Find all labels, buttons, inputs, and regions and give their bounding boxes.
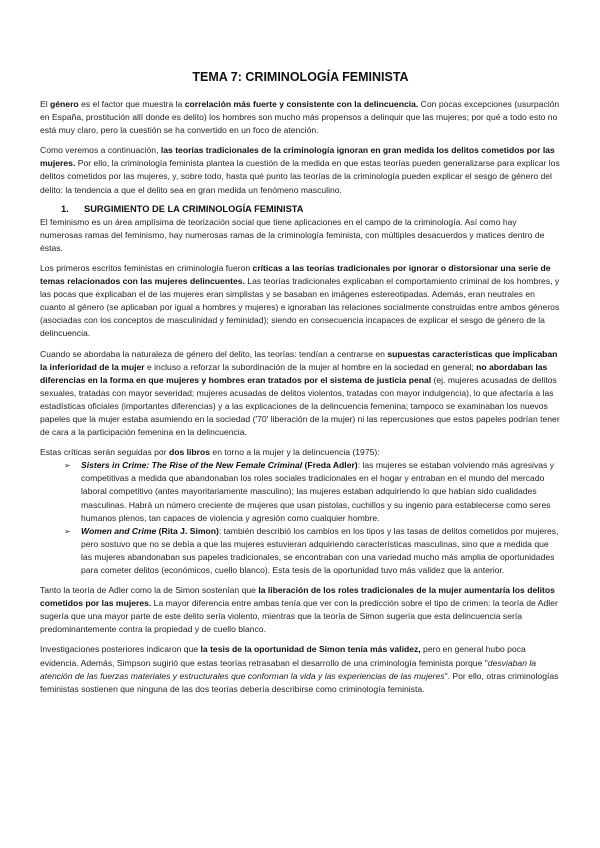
section-heading-surgimiento <box>61 204 561 214</box>
text-run: Investigaciones posteriores indicaron que <box>40 644 201 655</box>
paragraph-first-writings <box>40 262 561 341</box>
text-run: Las teorías tradicionales explicaban el comportamiento criminal de los hombres, y las pocas que explicaban el de las mujeres eran simplistas y se basaban en imágenes estereotipadas. Además, eran neutrales en cuanto al género (se aplicaban por igual a hombres y mujeres) e ignoraban las relaciones socialmente construidas entre ambos géneros (asociadas con los conceptos de masculinidad y feminidad); siendo en consecuencia incapaces de explicar el sesgo de género de la delincuencia. <box>40 276 560 339</box>
list-item-adler <box>40 459 561 524</box>
text-run: es el factor que muestra la <box>78 99 185 109</box>
bold-run: la liberación de los roles tradicionales de la mujer aumentaría los delitos cometidos por las mujeres. <box>40 585 555 609</box>
list-item-text <box>81 526 558 575</box>
bold-run: (Rita J. Simon) <box>156 525 219 536</box>
bold-run: supuestas características que implicaban la inferioridad de la mujer <box>40 348 558 372</box>
text-run: Con pocas excepciones (usurpación en España, prostitución allí donde es delito) los hombres son mucho más propensos a delinquir que las mujeres; por qué a todo esto no está muy claro, pero la cuestión se ha convertido en un foco de atención. <box>40 99 560 136</box>
text-run: Como veremos a continuación, <box>40 145 161 156</box>
section-number: 1. <box>61 203 69 214</box>
italic-quote: desviaban la atención de las fuerzas materiales y estructurales que conforman la vida y las experiencias de las mujeres <box>40 657 537 681</box>
text-run: El feminismo es un área amplísima de teorización social que tiene aplicaciones en el campo de la criminología. Así como hay numerosas ramas del feminismo, hay numerosas ramas de la criminología feminista, con múltiples desacuerdos y matices dentro de éstas. <box>40 216 545 253</box>
document-page <box>40 70 561 703</box>
bold-run: la tesis de la oportunidad de Simon tenía más validez, <box>200 644 421 655</box>
text-run: e incluso a reforzar la subordinación de la mujer al hombre en la sociedad en general; <box>144 361 477 372</box>
text-run: (ej. mujeres acusadas de delitos sexuales, tratadas con mayor severidad; mujeres acusadas de delitos violentos, tratadas con mayor indulgencia), lo que afectaría a las estadísticas oficiales (importantes diferencias) y a las explicaciones de la delincuencia femenina; tampoco se examinaban los nuevos papeles que la mujer estaba asumiendo en la sociedad ('70' liberación de la mujer) ni las repercusiones que estos papeles podrían tener de cara a la participación femenina en la delincuencia. <box>40 374 560 438</box>
bold-run: dos libros <box>168 447 211 458</box>
book-title: Sisters in Crime: The Rise of the New Female Criminal <box>81 460 303 471</box>
arrow-bullet-icon: ➢ <box>64 526 71 536</box>
bold-run: no abordaban las diferencias en la forma en que mujeres y hombres eran tratados por el sistema de justicia penal <box>40 361 548 385</box>
paragraph-intro-gender <box>40 98 561 137</box>
text-run: La mayor diferencia entre ambas tenía que ver con la predicción sobre el tipo de crimen: la teoría de Adler sugería que una mayor parte de este delito sería violento, mientras que la teoría de Simon sugería que esta delincuencia sería predominantemente contra la propiedad y de cuello blanco. <box>40 598 558 635</box>
text-run: Cuando se abordaba la naturaleza de género del delito, las teorías: tendían a centrarse en <box>40 348 388 359</box>
text-run: ". Por ello, otras criminologías feministas sostienen que ninguna de las dos teorías debería describirse como criminología feminista. <box>40 670 559 694</box>
text-run: Los primeros escritos feministas en criminología fueron <box>40 262 253 273</box>
paragraph-adler-simon <box>40 584 561 636</box>
text-run: Por ello, la criminología feminista plantea la cuestión de la medida en que estas teorías pueden generalizarse para explicar los delitos cometidos por las mujeres, y, sobre todo, hasta qué punto las teorías de la criminología pueden explicar el sesgo de género del delito: la tendencia a que el delito sea en gran medida un fenómeno masculino. <box>40 158 560 195</box>
page-title: TEMA 7: CRIMINOLOGÍA FEMINISTA <box>192 70 409 84</box>
books-list <box>40 459 561 577</box>
paragraph-two-books <box>40 446 561 459</box>
bold-run: críticas a las teorías tradicionales por ignorar o distorsionar una serie de temas relacionados con las mujeres delincuentes. <box>40 262 551 287</box>
bold-run: las teorías tradicionales de la criminología ignoran en gran medida los delitos cometidos por las mujeres. <box>40 145 555 169</box>
paragraph-traditional-theories <box>40 144 561 196</box>
bold-run: género <box>50 99 79 109</box>
book-title: Women and Crime <box>81 525 157 536</box>
list-item-simon <box>40 525 561 577</box>
text-run: en torno a la mujer y la delincuencia (1975): <box>210 447 380 458</box>
text-run: Tanto la teoría de Adler como la de Simon sostenían que <box>40 585 259 596</box>
text-run: El <box>40 99 51 109</box>
text-run: pero en general hubo poca evidencia. Además, Simpson sugirió que estas teorías retrasaban el desarrollo de una criminología feminista porque " <box>40 644 526 668</box>
arrow-bullet-icon: ➢ <box>64 461 71 471</box>
paragraph-gender-nature <box>40 348 561 440</box>
paragraph-feminism-area <box>40 216 561 255</box>
paragraph-later-research <box>40 643 561 695</box>
text-run: : también describió los cambios en los tipos y las tasas de delitos cometidos por mujeres, pero sostuvo que no se debía a que las mujeres estuvieran adquiriendo características masculinas, sino que a medida que las mujeres abandonaban sus papeles tradicionales, se encontraban con una variedad mucho más amplia de oportunidades para cometer delitos (económicos, cuello blanco). Esta tesis de la oportunidad tuvo más validez que la anterior. <box>81 525 559 575</box>
list-item-text <box>81 460 554 522</box>
text-run: : las mujeres se estaban volviendo más agresivas y competitivas a medida que abandonaban los roles sociales tradicionales en el hogar y entraban en el mundo del mercado laboral competitivo (antes mayoritariamente masculino); las mujeres estaban adquiriendo lo que habían sido cualidades masculinas. Habrá un número creciente de mujeres que usan pistolas, cuchillos y su ingenio para establecerse como seres humanos plenos, tan capaces de violencia y agresión como cualquier hombre. <box>81 460 555 523</box>
text-run: Estas críticas serán seguidas por <box>40 447 169 458</box>
bold-run: (Freda Adler) <box>302 460 358 471</box>
bold-run: correlación más fuerte y consistente con la delincuencia. <box>184 99 419 109</box>
section-title: SURGIMIENTO DE LA CRIMINOLOGÍA FEMINISTA <box>84 203 304 214</box>
